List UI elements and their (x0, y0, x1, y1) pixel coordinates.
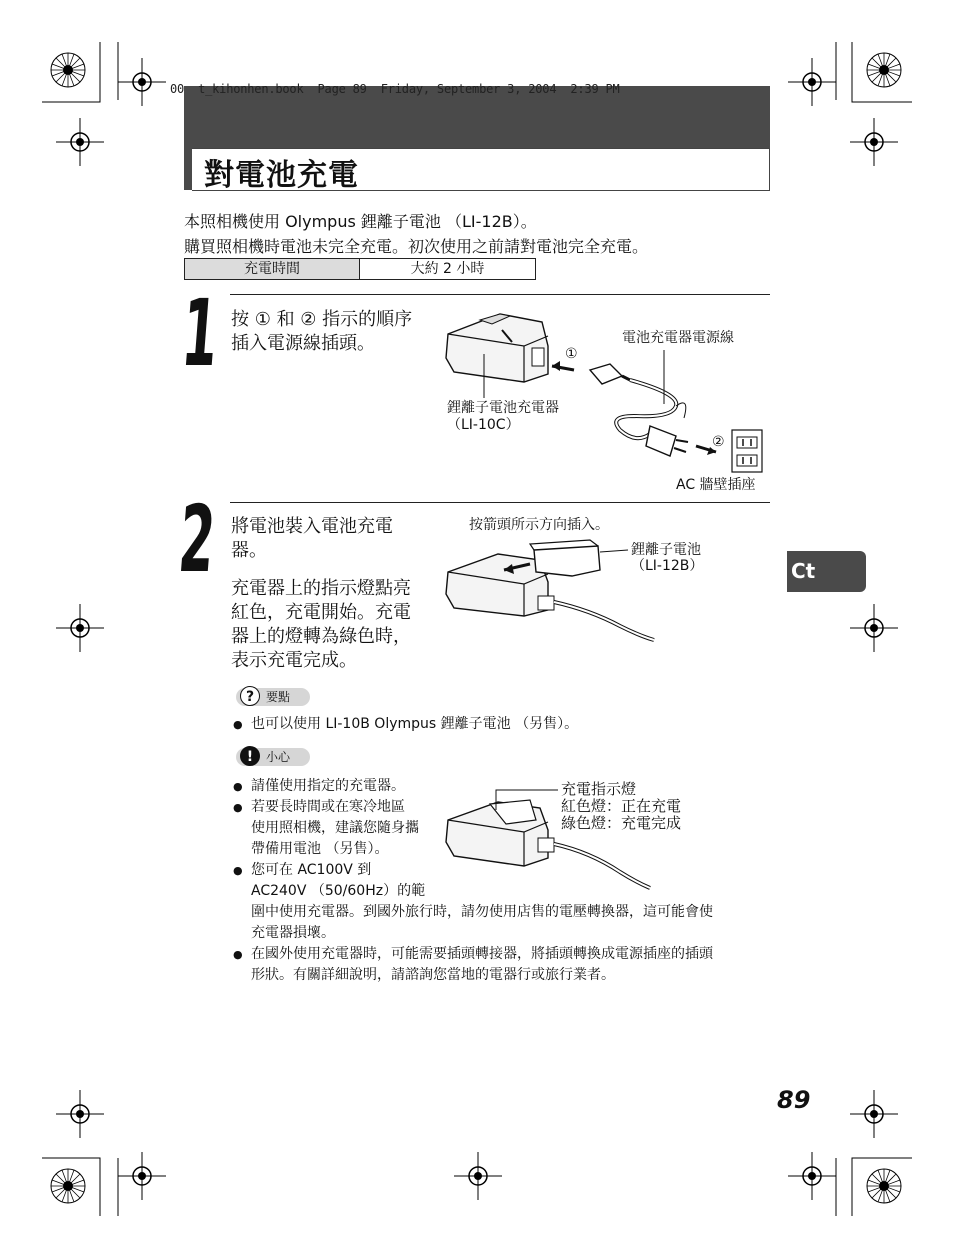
label-charger-line-1: 鋰離子電池充電器 (447, 400, 559, 416)
question-icon: ? (240, 686, 260, 706)
page-title: 對電池充電 (204, 158, 359, 193)
step2-text-b-line-2: 紅色，充電開始。充電 (231, 602, 411, 623)
label-indicator: 充電指示燈 (561, 780, 637, 798)
cautions-header (236, 748, 310, 766)
cautions-title: 小心 (266, 750, 291, 764)
label-battery-line-2: （LI-12B） (631, 558, 704, 574)
label-power-cord: 電池充電器電源線 (622, 330, 734, 346)
section-tab-ct: Ct (787, 551, 866, 592)
step2-text-b-line-1: 充電器上的指示燈點亮 (231, 578, 411, 599)
step2-text-a-line-1: 將電池裝入電池充電 (231, 516, 393, 537)
caution-item-2-line-2: 使用照相機，建議您隨身攜 (251, 820, 419, 836)
step2-text-b-line-3: 器上的燈轉為綠色時， (231, 626, 411, 647)
caution-item-3-line-2: AC240V （50/60Hz）的範 (251, 883, 426, 899)
intro-line-2: 購買照相機時電池未完全充電。初次使用之前請對電池完全充電。 (184, 237, 649, 256)
step2-rule (230, 502, 770, 503)
caution-item-2-line-1: ● 若要長時間或在寒冷地區 (251, 799, 405, 815)
caution-item-4-line-1: ● 在國外使用充電器時，可能需要插頭轉接器，將插頭轉換成電源插座的插頭 (251, 946, 713, 962)
caution-item-4 (233, 944, 793, 986)
label-red-light: 紅色燈：正在充電 (561, 797, 682, 815)
label-battery-line-1: 鋰離子電池 (631, 542, 701, 558)
step1-text-line-2: 插入電源線插頭。 (231, 333, 375, 354)
book-info-line: 00 t_kihonhen.book Page 89 Friday, September 3, 2004 2:39 PM (170, 82, 620, 96)
step2-text-b-line-4: 表示充電完成。 (231, 650, 357, 671)
step1-text (231, 308, 412, 356)
battery-insert-illustration (440, 536, 660, 646)
label-step-one: ① (565, 346, 578, 362)
caution-item-3-line-4: 充電器損壞。 (251, 925, 335, 941)
caution-item-1: ● 請僅使用指定的充電器。 (233, 776, 793, 797)
charge-time-value: 大約 2 小時 (410, 261, 485, 277)
label-step-two: ② (712, 434, 725, 450)
step2-text-b (231, 577, 411, 673)
tips-list (233, 714, 793, 735)
label-insert-direction: 按箭頭所示方向插入。 (469, 517, 609, 533)
tips-item: ● 也可以使用 LI-10B Olympus 鋰離子電池 （另售）。 (233, 714, 793, 735)
step2-text-a-line-2: 器。 (231, 540, 267, 561)
page-number: 89 (777, 1086, 811, 1114)
charge-time-label: 充電時間 (185, 259, 360, 279)
step1-rule (230, 294, 770, 295)
warning-icon: ! (240, 746, 260, 766)
step2-text-a (231, 515, 393, 563)
caution-item-3-line-3: 圍中使用充電器。到國外旅行時，請勿使用店售的電壓轉換器，這可能會使 (251, 904, 713, 920)
charge-time-table (184, 258, 536, 280)
step2-number: 2 (175, 486, 219, 593)
caution-item-4-line-2: 形狀。有關詳細說明，請諮詢您當地的電器行或旅行業者。 (251, 967, 615, 983)
tips-title: 要點 (266, 690, 291, 704)
tips-header (236, 688, 310, 706)
caution-item-2-line-3: 帶備用電池 （另售）。 (251, 841, 389, 857)
intro-line-1: 本照相機使用 Olympus 鋰離子電池 （LI-12B）。 (184, 212, 537, 231)
label-green-light: 綠色燈：充電完成 (561, 814, 682, 832)
step1-number: 1 (178, 280, 222, 387)
caution-item-3-line-1: ● 您可在 AC100V 到 (251, 862, 372, 878)
label-wall-outlet: AC 牆壁插座 (676, 477, 756, 493)
step1-text-line-1: 按 ① 和 ② 指示的順序 (231, 309, 413, 330)
label-charger-line-2: （LI-10C） (447, 417, 520, 433)
